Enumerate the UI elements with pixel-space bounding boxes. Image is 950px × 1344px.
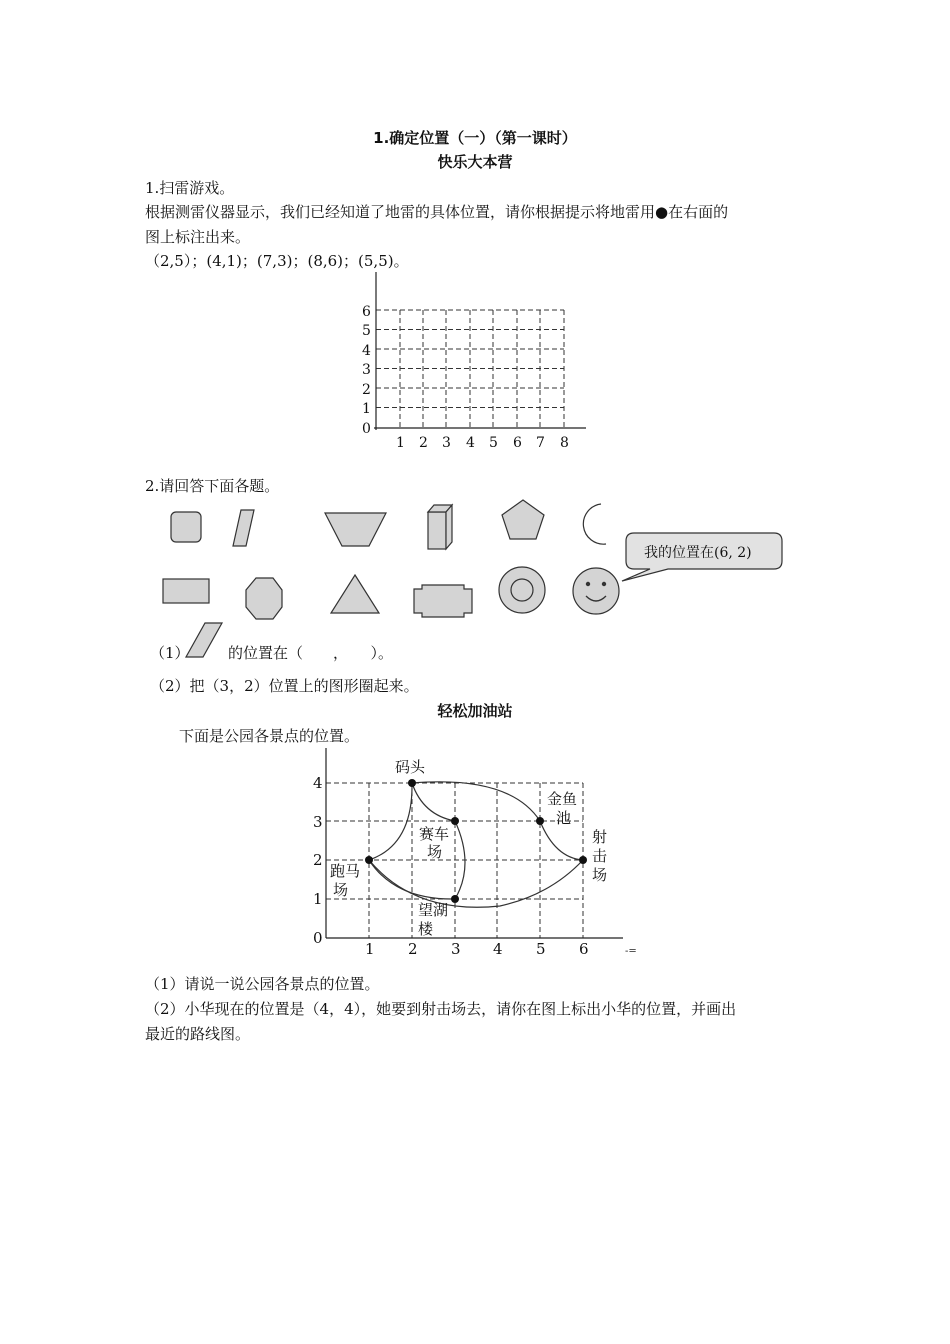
rounded-square-icon: [171, 512, 201, 542]
label-goldfish-line1: 金鱼: [547, 790, 578, 808]
park-x-tick-4: 4: [493, 940, 503, 958]
path-horse-shoot: [369, 860, 583, 907]
park-y-tick-1: 1: [313, 890, 323, 908]
label-shoot-line2: 击: [592, 847, 608, 865]
point-race-track[interactable]: [451, 817, 459, 825]
question-1-coordinates: （2,5）；(4,1)；(7,3)；(8,6)；(5,5)。: [145, 252, 409, 270]
park-x-tick-5: 5: [536, 940, 546, 958]
x-tick-1: 1: [396, 435, 405, 451]
path-dock-race: [412, 783, 455, 821]
triangle-icon: [331, 575, 379, 613]
parallelogram-inline-icon: [184, 621, 224, 659]
svg-text:-=: -=: [625, 946, 637, 957]
cuboid-icon: [428, 505, 452, 549]
point-shooting-range[interactable]: [579, 856, 587, 864]
path-dock-goldfish: [412, 782, 540, 821]
park-y-tick-2: 2: [313, 851, 323, 869]
trapezoid-icon: [325, 513, 386, 546]
section-title-refuel-station: 轻松加油站: [437, 702, 513, 720]
notched-rectangle-icon: [414, 585, 472, 617]
y-tick-4: 4: [362, 343, 371, 359]
point-goldfish-pond[interactable]: [536, 817, 544, 825]
label-shoot-line3: 场: [592, 866, 608, 884]
park-question-1: （1）请说一说公园各景点的位置。: [145, 975, 380, 993]
crescent-icon: [583, 504, 606, 544]
park-question-2-line1: （2）小华现在的位置是（4，4），她要到射击场去，请你在图上标出小华的位置，并画出: [145, 1000, 737, 1018]
page-title: 1.确定位置（一）（第一课时）: [373, 129, 577, 147]
label-race-line2: 场: [427, 843, 443, 861]
y-tick-5: 5: [362, 323, 371, 339]
pentagon-icon: [502, 500, 544, 539]
x-tick-5: 5: [489, 435, 498, 451]
park-y-tick-4: 4: [313, 774, 323, 792]
y-tick-3: 3: [362, 362, 371, 378]
parallelogram-icon: [233, 510, 254, 546]
y-tick-6: 6: [362, 304, 371, 320]
x-tick-3: 3: [442, 435, 451, 451]
question-2-heading: 2.请回答下面各题。: [145, 477, 280, 495]
x-tick-7: 7: [536, 435, 545, 451]
question-1-instruction-line1: 根据测雷仪器显示，我们已经知道了地雷的具体位置，请你根据提示将地雷用●在右面的: [145, 203, 729, 221]
park-x-tick-3: 3: [451, 940, 461, 958]
park-y-tick-3: 3: [313, 813, 323, 831]
smiley-icon: [573, 568, 619, 614]
ring-icon: [499, 567, 545, 613]
point-dock[interactable]: [408, 779, 416, 787]
question-2-sub1-text: 的位置在（ ， ）。: [228, 644, 394, 662]
x-tick-8: 8: [560, 435, 569, 451]
park-x-tick-6: 6: [579, 940, 589, 958]
speech-bubble-text: 我的位置在(6, 2): [644, 545, 752, 561]
rectangle-icon: [163, 579, 209, 603]
label-race-line1: 赛车: [419, 825, 450, 843]
shapes-figure: [150, 492, 800, 630]
park-x-tick-0: 0: [313, 929, 323, 947]
x-tick-4: 4: [466, 435, 475, 451]
octagon-icon: [246, 578, 282, 619]
label-horse-line2: 场: [333, 881, 349, 899]
park-question-2-line2: 最近的路线图。: [145, 1025, 251, 1043]
question-2-sub1-prefix: （1）: [150, 644, 190, 662]
point-lake-tower[interactable]: [451, 895, 459, 903]
label-goldfish-line2: 池: [556, 809, 572, 827]
label-horse-line1: 跑马: [330, 862, 361, 880]
point-horse-track[interactable]: [365, 856, 373, 864]
park-x-tick-1: 1: [365, 940, 375, 958]
question-2-sub2: （2）把（3，2）位置上的图形圈起来。: [150, 677, 419, 695]
park-map[interactable]: [305, 740, 645, 960]
question-1-heading: 1.扫雷游戏。: [145, 179, 235, 197]
question-1-instruction-line2: 图上标注出来。: [145, 228, 251, 246]
minesweeper-grid[interactable]: [350, 270, 600, 455]
park-grid-lines: [326, 783, 583, 938]
label-shoot-line1: 射: [592, 828, 608, 846]
section-title-happy-camp: 快乐大本营: [437, 153, 513, 171]
label-lake-line2: 楼: [418, 920, 434, 938]
grid-dashed-lines: [376, 310, 564, 428]
y-tick-1: 1: [362, 401, 371, 417]
x-tick-6: 6: [513, 435, 522, 451]
park-x-tick-2: 2: [408, 940, 418, 958]
y-tick-0: 0: [362, 421, 371, 437]
x-tick-2: 2: [419, 435, 428, 451]
y-tick-2: 2: [362, 382, 371, 398]
label-dock: 码头: [395, 758, 426, 776]
park-intro: 下面是公园各景点的位置。: [179, 727, 360, 745]
label-lake-line1: 望湖: [418, 901, 449, 919]
